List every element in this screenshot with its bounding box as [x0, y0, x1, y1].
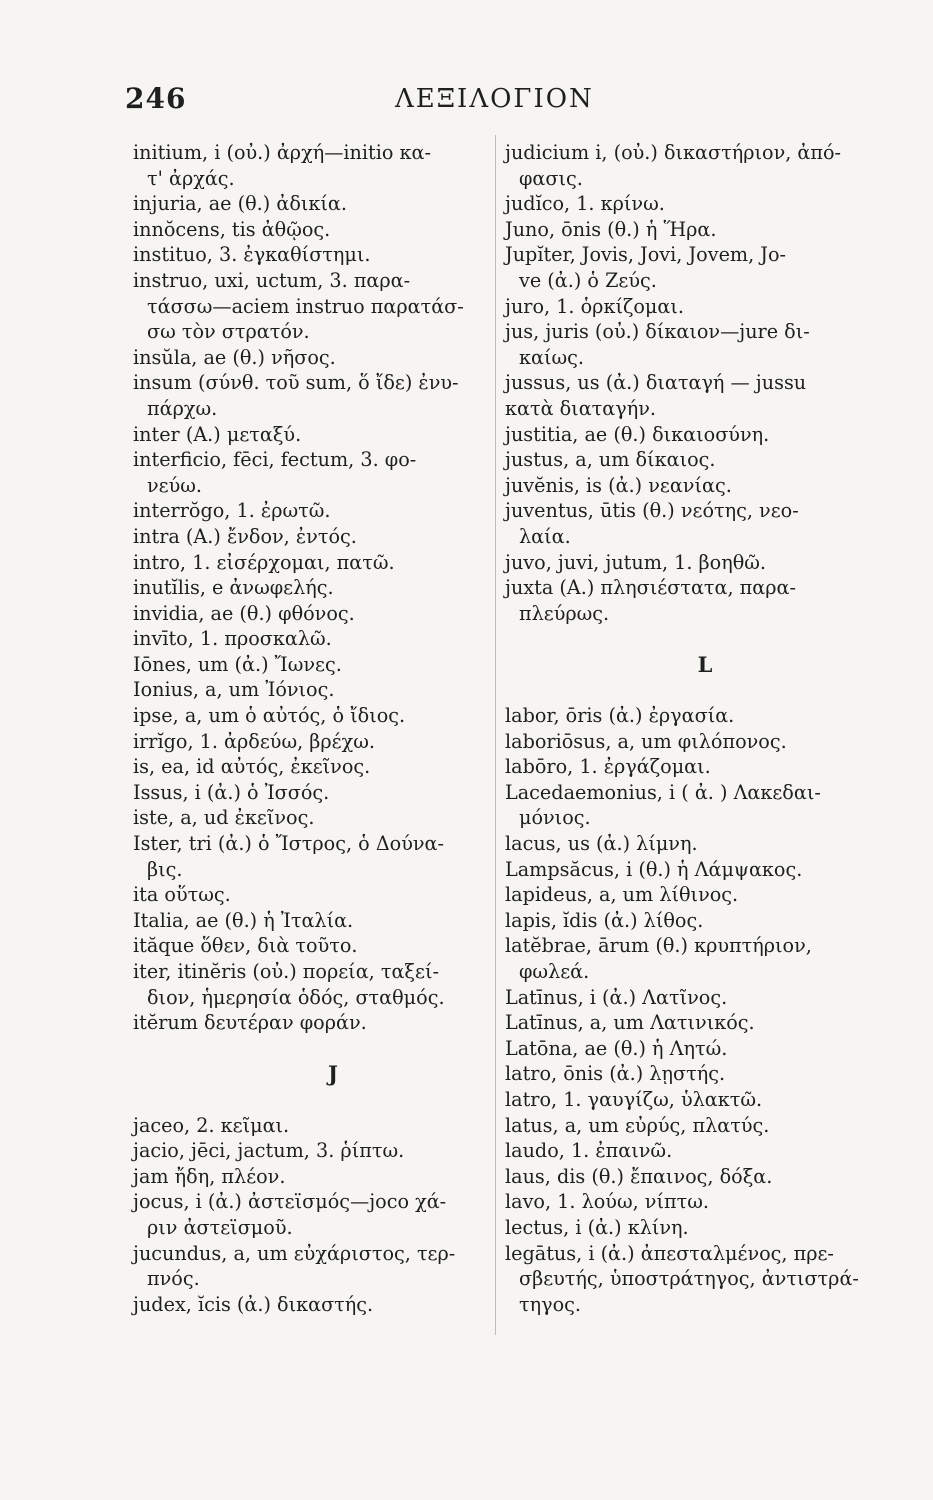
dictionary-entry: Lampsăcus, i (θ.) ἡ Λάμψακος.	[505, 857, 803, 881]
dictionary-entry: juro, 1. ὁρκίζομαι.	[505, 294, 684, 318]
dictionary-entry: legātus, i (ἀ.) ἀπεσταλμένος, πρε-	[505, 1241, 834, 1265]
dictionary-entry: latro, ōnis (ἀ.) λῃστής.	[505, 1062, 726, 1086]
dictionary-entry: lacus, us (ἀ.) λίμνη.	[505, 832, 698, 856]
section-letter: L	[697, 651, 713, 677]
dictionary-entry: Iōnes, um (ἀ.) Ἴωνες.	[133, 652, 342, 676]
entry-continuation: βις.	[147, 857, 183, 881]
dictionary-entry: juventus, ūtis (θ.) νεότης, νεο-	[505, 499, 799, 523]
dictionary-entry: juvĕnis, is (ἀ.) νεανίας.	[505, 473, 732, 497]
entry-continuation: φωλεά.	[519, 960, 590, 983]
dictionary-entry: jus, juris (οὐ.) δίκαιον—jure δι-	[505, 320, 810, 344]
dictionary-entry: initium, i (οὐ.) ἀρχή—initio κα-	[133, 141, 431, 164]
dictionary-entry: laus, dis (θ.) ἔπαινος, δόξα.	[505, 1164, 773, 1188]
dictionary-entry: iter, itinĕris (οὐ.) πορεία, ταξεί-	[133, 960, 439, 983]
blank-line	[133, 1036, 493, 1062]
dictionary-entry: insum (σύνθ. τοῦ sum, ὅ ἴδε) ἐνυ-	[133, 371, 459, 395]
column-divider	[495, 135, 496, 1335]
dictionary-entry: interficio, fēci, fectum, 3. φο-	[133, 448, 417, 472]
dictionary-entry: ităque ὅθεν, διὰ τοῦτο.	[133, 934, 358, 958]
dictionary-entry: Jupĭter, Jovis, Jovi, Jovem, Jo-	[505, 243, 787, 267]
dictionary-entry: jam ἤδη, πλέον.	[133, 1164, 286, 1188]
page-header	[125, 82, 825, 126]
dictionary-entry: laboriōsus, a, um φιλόπονος.	[505, 729, 787, 753]
dictionary-entry: juxta (Α.) πλησιέστατα, παρα-	[505, 576, 796, 600]
entry-continuation: λαία.	[519, 524, 571, 548]
dictionary-entry: Latīnus, i (ἀ.) Λατῖνος.	[505, 985, 728, 1009]
dictionary-entry: Latōna, ae (θ.) ἡ Λητώ.	[505, 1036, 728, 1060]
blank-line	[133, 1087, 493, 1113]
dictionary-entry: jocus, i (ἀ.) ἀστεϊσμός—joco χά-	[133, 1190, 447, 1214]
dictionary-entry: instruo, uxi, uctum, 3. παρα-	[133, 268, 411, 292]
dictionary-entry: inutĭlis, e ἀνωφελής.	[133, 576, 334, 600]
running-title: ΛΕΞΙΛΟΓΙΟΝ	[395, 84, 594, 114]
entry-continuation: πάρχω.	[147, 396, 218, 420]
dictionary-entry: labōro, 1. ἐργάζομαι.	[505, 755, 711, 779]
entry-continuation: τ' ἀρχάς.	[147, 166, 235, 190]
section-letter: J	[328, 1061, 338, 1087]
dictionary-entry: judex, ĭcis (ἀ.) δικαστής.	[133, 1292, 374, 1316]
dictionary-entry: lavo, 1. λούω, νίπτω.	[505, 1190, 709, 1214]
dictionary-entry: itĕrum δευτέραν φοράν.	[133, 1011, 367, 1035]
entry-continuation: πλεύρως.	[519, 601, 610, 625]
dictionary-entry: labor, ōris (ἀ.) ἐργασία.	[505, 704, 735, 728]
dictionary-entry: juvo, juvi, jutum, 1. βοηθῶ.	[505, 550, 766, 574]
entry-continuation: σβευτής, ὑποστράτηγος, ἀντιστρά-	[519, 1267, 859, 1291]
dictionary-entry: ipse, a, um ὁ αὐτός, ὁ ἴδιος.	[133, 704, 406, 728]
dictionary-entry: iste, a, ud ἐκεῖνος.	[133, 806, 315, 830]
dictionary-entry: invīto, 1. προσκαλῶ.	[133, 627, 332, 651]
right-column	[505, 140, 865, 1317]
page-number: 246	[125, 82, 187, 115]
entry-continuation: τάσσω—aciem instruo παρατάσ-	[147, 294, 464, 318]
dictionary-entry: inter (Α.) μεταξύ.	[133, 422, 302, 446]
entry-continuation: ριν ἀστεϊσμοῦ.	[147, 1215, 293, 1239]
dictionary-entry: Juno, ōnis (θ.) ἡ Ἥρα.	[505, 217, 717, 241]
dictionary-entry: judicium i, (οὐ.) δικαστήριον, ἀπό-	[505, 141, 842, 164]
dictionary-entry: jucundus, a, um εὐχάριστος, τερ-	[133, 1241, 456, 1265]
dictionary-entry: latro, 1. γαυγίζω, ὑλακτῶ.	[505, 1087, 763, 1111]
entry-continuation: καίως.	[519, 345, 584, 369]
dictionary-entry: interrŏgo, 1. ἐρωτῶ.	[133, 499, 331, 523]
dictionary-entry: justus, a, um δίκαιος.	[505, 448, 716, 472]
dictionary-entry: irrĭgo, 1. ἀρδεύω, βρέχω.	[133, 729, 375, 753]
left-column	[133, 140, 493, 1317]
dictionary-entry: justitia, ae (θ.) δικαιοσύνη.	[505, 422, 770, 446]
dictionary-entry: intro, 1. εἰσέρχομαι, πατῶ.	[133, 550, 395, 574]
dictionary-entry: lapideus, a, um λίθινος.	[505, 883, 739, 907]
dictionary-entry: jaceo, 2. κεῖμαι.	[133, 1113, 290, 1137]
dictionary-entry: κατὰ διαταγήν.	[505, 396, 656, 420]
dictionary-entry: ita οὕτως.	[133, 883, 231, 907]
entry-continuation: νεύω.	[147, 473, 203, 497]
dictionary-entry: Issus, i (ἀ.) ὁ Ἰσσός.	[133, 780, 330, 804]
entry-continuation: ve (ἀ.) ὁ Ζεύς.	[519, 268, 657, 292]
entry-continuation: σω τὸν στρατόν.	[147, 320, 310, 344]
dictionary-entry: Italia, ae (θ.) ἡ Ἰταλία.	[133, 908, 354, 932]
dictionary-entry: intra (Α.) ἔνδον, ἐντός.	[133, 524, 357, 548]
dictionary-entry: instituo, 3. ἐγκαθίστημι.	[133, 243, 371, 267]
entry-continuation: πνός.	[147, 1267, 200, 1291]
entry-continuation: τηγος.	[519, 1292, 581, 1316]
dictionary-entry: invidia, ae (θ.) φθόνος.	[133, 601, 355, 625]
dictionary-entry: judĭco, 1. κρίνω.	[505, 192, 665, 216]
blank-line	[505, 626, 865, 652]
blank-line	[505, 677, 865, 703]
entry-continuation: διον, ἡμερησία ὁδός, σταθμός.	[147, 985, 445, 1009]
entry-continuation: φασις.	[519, 166, 583, 190]
dictionary-entry: latĕbrae, ārum (θ.) κρυπτήριον,	[505, 934, 812, 958]
dictionary-entry: Latīnus, a, um Λατινικός.	[505, 1011, 755, 1035]
dictionary-entry: insŭla, ae (θ.) νῆσος.	[133, 345, 336, 369]
dictionary-entry: lectus, i (ἀ.) κλίνη.	[505, 1215, 689, 1239]
dictionary-entry: jacio, jēci, jactum, 3. ῥίπτω.	[133, 1139, 405, 1163]
dictionary-entry: innŏcens, tis ἀθῷος.	[133, 217, 331, 241]
dictionary-entry: lapis, ĭdis (ἀ.) λίθος.	[505, 908, 704, 932]
dictionary-entry: Lacedaemonius, i ( ἀ. ) Λακεδαι-	[505, 780, 821, 804]
dictionary-entry: is, ea, id αὐτός, ἐκεῖνος.	[133, 755, 371, 779]
dictionary-entry: Ionius, a, um Ἰόνιος.	[133, 678, 335, 702]
dictionary-entry: Ister, tri (ἀ.) ὁ Ἴστρος, ὁ Δούνα-	[133, 832, 444, 856]
dictionary-entry: latus, a, um εὐρύς, πλατύς.	[505, 1113, 770, 1137]
dictionary-entry: injuria, ae (θ.) ἀδικία.	[133, 192, 347, 216]
dictionary-entry: jussus, us (ἀ.) διαταγή — jussu	[505, 371, 807, 395]
entry-continuation: μόνιος.	[519, 806, 591, 830]
dictionary-entry: laudo, 1. ἐπαινῶ.	[505, 1139, 673, 1163]
